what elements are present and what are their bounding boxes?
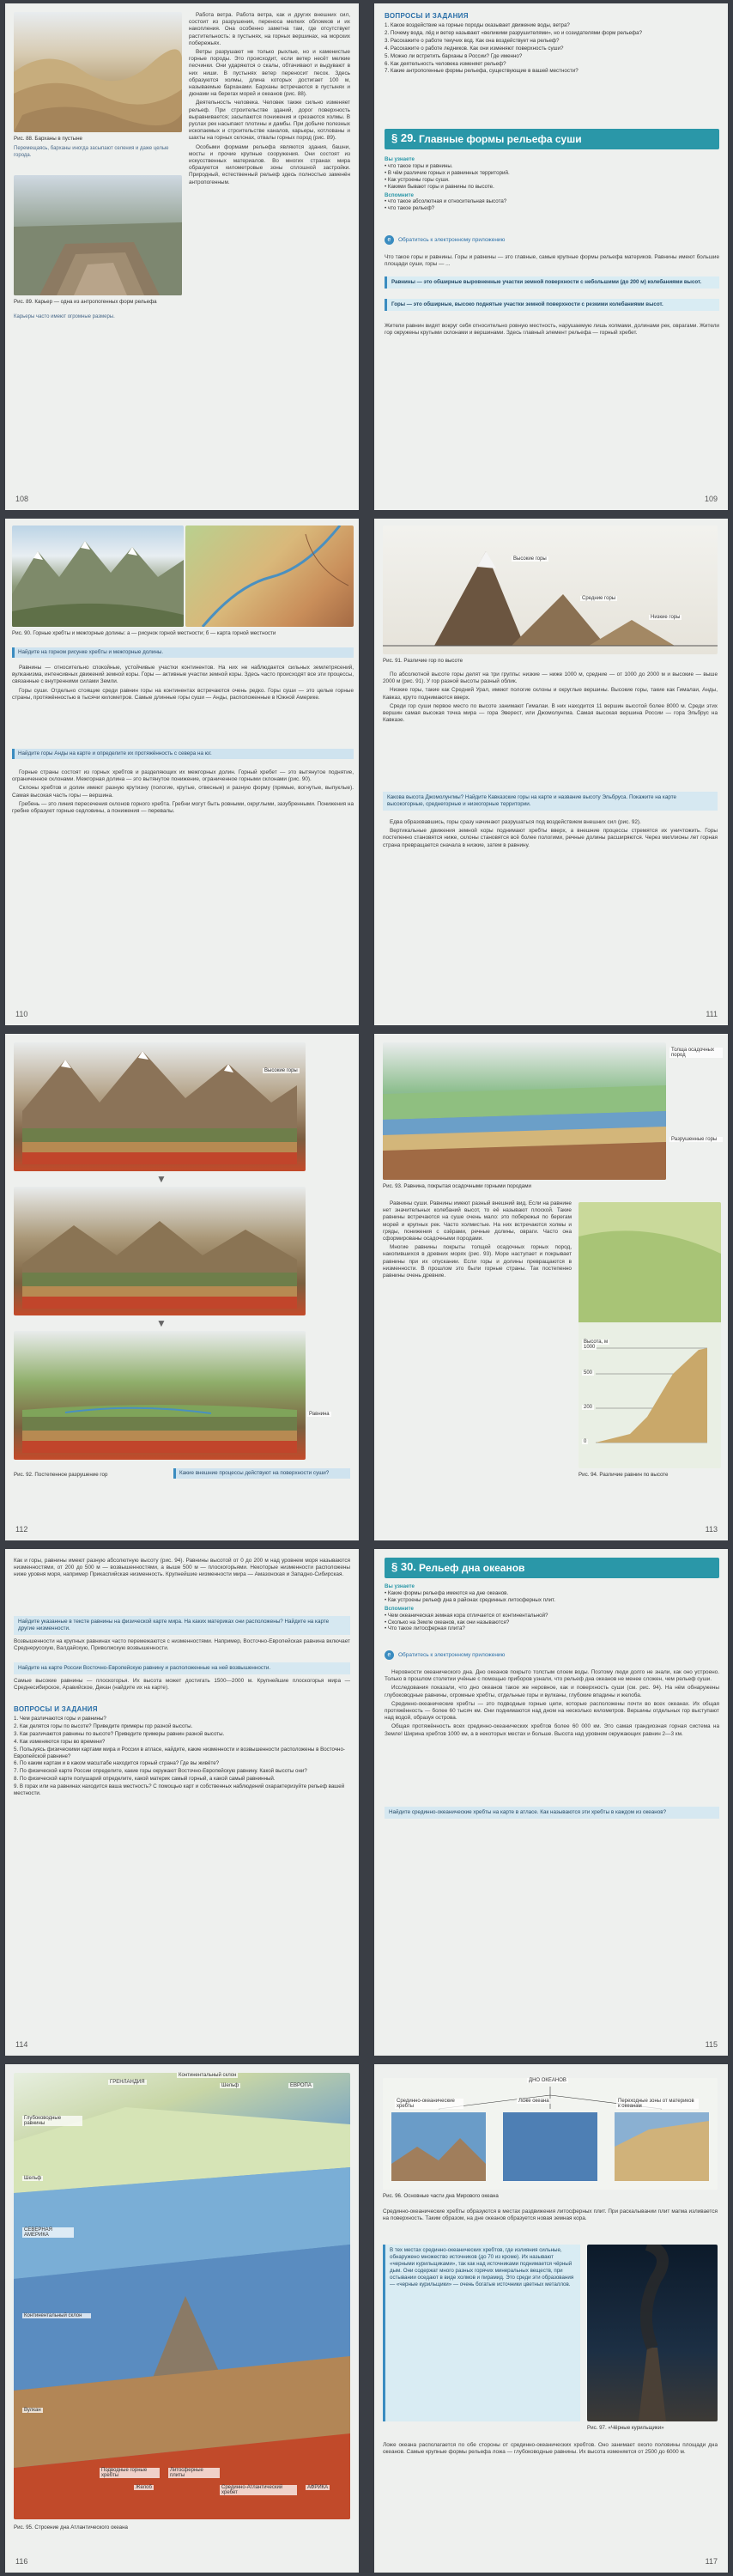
section-number: § 29.: [391, 131, 416, 144]
question-item: 2. Как делятся горы по высоте? Приведите примеры гор разной высоты.: [14, 1722, 193, 1729]
page-108: [5, 3, 359, 510]
fig-97-caption: Рис. 97. «Чёрные курильщики»: [587, 2425, 664, 2431]
remember-item: • что такое рельеф?: [385, 205, 435, 212]
plain-heights-illustration: [579, 1202, 721, 1468]
paragraph: Деятельность человека. Человек также сильно изменяет рельеф. При строительстве зданий, дорог поверхность выравнивается; засыпаются понижения и срезаются холмы. В руслах рек насыпают плотины и дамбы. При добыче полезных ископаемых и строительстве каналов, карьеры, котлованы и шахты на горных склонах, отвалы горных пород (рис. 89).: [189, 100, 350, 142]
label-high-mountains: Высокие горы: [513, 556, 547, 562]
paragraph: Общая протяжённость всех срединно-океанических хребтов более 60 000 км. Это самая грандиозная горная система на Земле! Ширина хребтов 1000 км, а в некоторых местах и больше. Высота над уровнем окружающих равнин 2—3 км.: [385, 1723, 719, 1737]
remember-title: Вспомните: [385, 1605, 414, 1612]
paragraph: Низкие горы, такие как Средний Урал, имеют пологие склоны и округлые вершины. Высокие горы, такие как Гималаи, Анды, Кавказ, круто поднимаются вверх.: [383, 687, 718, 701]
tick-200: 200: [584, 1405, 593, 1410]
questions-title: ВОПРОСЫ И ЗАДАНИЯ: [14, 1705, 98, 1713]
fig-96-caption: Рис. 96. Основные части дна Мирового океана: [383, 2193, 499, 2199]
page-113: [374, 1034, 728, 1540]
learn-block: [385, 156, 719, 212]
mountains-illustration: [12, 526, 184, 627]
fig-90-map-b: [185, 526, 354, 627]
text-block: [383, 671, 718, 726]
paragraph: Горные страны состоят из горных хребтов и разделяющих их межгорных долин. Горный хребет — это вытянутое поднятие, ограниченное склонами. Межгорная долина — это вытянутое понижение, ограниченное горными склонами (рис. 90).: [12, 769, 354, 783]
paragraph: Гребень — это линия пересечения склонов горного хребта. Гребни могут быть ровными, округлыми, зазубренными. Понижения на гребне образуют горные седловины, а понижения — перевалы.: [12, 800, 354, 815]
question-item: 9. В горах или на равнинах находится ваша местность? С помощью карт и собственных наблюдений охарактеризуйте рельеф вашей местности.: [14, 1783, 345, 1797]
question-item: 7. По физической карте России определите, какие горы окружают Восточно-Европейскую равнину. Какой высоты они?: [14, 1768, 307, 1775]
fig-88-dunes: [14, 12, 182, 132]
fig-91-heights: [383, 526, 718, 654]
page-number: 111: [706, 1010, 718, 1018]
fig-89-caption: Рис. 89. Карьер — одна из антропогенных форм рельефа: [14, 299, 157, 305]
fig-95-caption: Рис. 95. Строение дна Атлантического океана: [14, 2524, 128, 2530]
text-block: [12, 769, 354, 817]
question-box: Какова высота Джомолунгмы? Найдите Кавказские горы на карте и название высоту Эльбруса. Покажите на карте высокогорные, среднегорные и низкогорные территории.: [383, 792, 718, 811]
questions-title: ВОПРОСЫ И ЗАДАНИЯ: [385, 12, 469, 20]
black-smokers-illustration: [587, 2245, 718, 2421]
paragraph: Срединно-океанические хребты образуются в местах раздвижения литосферных плит. При раскалывании плит магма изливается на поверхность. Таким образом, на дне океанов образуется новая земная кора.: [383, 2208, 718, 2222]
task-box: Найдите горы Анды на карте и определите их протяжённость с севера на юг.: [12, 749, 354, 759]
question-item: 5. Можно ли встретить барханы в России? Где именно?: [385, 52, 523, 59]
learn-item: • что такое горы и равнины.: [385, 162, 453, 169]
paragraph: Самые высокие равнины — плоскогорья. Их высота может достигать 1500—2000 м. Крупнейшие плоскогорья мира — Среднесибирское, Аравийское, Декан (найдите их на карте).: [14, 1678, 350, 1692]
remember-item: • Чем океаническая земная кора отличается от континентальной?: [385, 1612, 548, 1619]
fig-95-atlantic-floor: [14, 2073, 350, 2519]
paragraph: Работа ветра. Работа ветра, как и других внешних сил, состоит из разрушения, переноса мелких обломков и их накопления. Она особенно заметна там, где отсутствует растительность: в пустынях, на горных вершинах, на морских побережьях.: [189, 12, 350, 46]
section-title: Рельеф дна океанов: [419, 1562, 525, 1574]
learn-item: • В чём различие горных и равнинных территорий.: [385, 169, 510, 176]
question-item: 3. Расскажите о работе текучих вод. Как она воздействует на рельеф?: [385, 37, 560, 44]
ocean-floor-parts-illustration: [383, 2078, 718, 2190]
question-item: 1. Чем различаются горы и равнины?: [14, 1716, 106, 1722]
text-column: [189, 12, 350, 188]
question-item: 5. Пользуясь физическими картами мира и России в атласе, найдите, какие низменности и возвышенности расположены в Восточно-Европейской равнине?: [14, 1746, 345, 1759]
paragraph: Возвышенности на крупных равнинах часто перемежаются с низменностями. Например, Восточно-Европейская равнина включает Среднерусскую, Валдайскую, Приволжскую возвышенности.: [14, 1638, 350, 1652]
label-lithosphere-plates: Литосферные плиты: [168, 2468, 220, 2478]
learn-block: [385, 1583, 719, 1632]
question-box: Найдите указанные в тексте равнины на физической карте мира. На каких материках они расположены? Найдите на карте другие низменности.: [14, 1616, 350, 1635]
paragraph: Ветры разрушают не только рыхлые, но и каменистые горные породы. Это происходит, если ветер несёт мелкие песчинки. Они ударяются о скалы, обтачивают и выдувают в них ниши. В пустынях ветер переносит песок. Здесь образуются холмы, длина которых достигает 100 м, называемые барханами. Барханы встречаются в пустынях и дюнами на берегах морей и океанов (рис. 88).: [189, 49, 350, 98]
label-high-mountains: Высокие горы: [264, 1068, 298, 1073]
fig-88-subcaption: Перемещаясь, барханы иногда засыпают селения и даже целые города.: [14, 146, 169, 158]
page-number: 117: [705, 2557, 718, 2566]
intro-paragraph: Что такое горы и равнины. Горы и равнины — это главные, самые крупные формы рельефа материков. Равнины имеют большие площади суши, горы — ...: [385, 254, 719, 268]
e-app-icon: e: [385, 1650, 394, 1660]
label-low-mountains: Низкие горы: [651, 615, 681, 620]
page-114: [5, 1549, 359, 2056]
paragraph: Срединно-океанические хребты — это подводные горные цепи, которые расположены почти во всех океанах. Их общая протяжённость — более 60 тысяч км. Они поднимаются над дном на несколько километров. Вершины отдельных гор выступают над водой, образуя острова.: [385, 1700, 719, 1722]
dunes-illustration: [14, 12, 182, 132]
remember-item: • что такое абсолютная и относительная высота?: [385, 198, 507, 205]
page-number: 115: [705, 2040, 718, 2049]
fig-88-caption: Рис. 88. Барханы в пустыне: [14, 136, 82, 142]
plain-block: [14, 1331, 306, 1460]
remember-title: Вспомните: [385, 191, 414, 198]
label-transition-zones: Переходные зоны от материков к океанам: [616, 2099, 699, 2109]
fig-89-quarry: [14, 175, 182, 295]
tick-0: 0: [584, 1439, 587, 1444]
section-number: § 30.: [391, 1560, 416, 1573]
learn-title: Вы узнаете: [385, 156, 415, 162]
quarry-illustration: [14, 175, 182, 295]
learn-item: • Как устроены рельеф дна в районах срединных литосферных плит.: [385, 1596, 555, 1603]
remember-item: • Что такое литосферная плита?: [385, 1625, 465, 1632]
question-item: 8. По физической карте полушарий определите, какой материк самый горный, а какой самый равнинный.: [14, 1776, 276, 1783]
e-app-label: Обратитесь к электронному приложению: [398, 1652, 506, 1658]
fig-94-plain-heights: [579, 1202, 721, 1468]
page-110: [5, 519, 359, 1025]
label-ocean-bottom: ДНО ОКЕАНОВ: [529, 2078, 566, 2083]
relief-map-illustration: [185, 526, 354, 627]
fig-96-ocean-parts: [383, 2078, 718, 2190]
section-title: Главные формы рельефа суши: [419, 133, 582, 145]
question-item: 6. Как деятельность человека изменяет рельеф?: [385, 60, 506, 67]
paragraph: Среди гор суши первое место по высоте занимают Гималаи. В них находится 11 вершин высотой более 8000 м. Среди этих вершин самая высокая точка мира — гора Эверест, или Джомолунгма. Самая высокая вершина России — гора Эльбрус на Кавказе.: [383, 702, 718, 724]
label-volcano: Вулкан: [24, 2408, 41, 2413]
text-block: [385, 1669, 719, 1740]
fig-92-stage-1: [14, 1042, 306, 1171]
label-mid-atlantic-ridge: Срединно-Атлантический хребет: [220, 2485, 297, 2495]
definition-mountains: Горы — это обширные, высоко поднятые участки земной поверхности с резкими колебаниями высот.: [385, 299, 719, 311]
section-header: [385, 129, 719, 149]
label-greenland: ГРЕНЛАНДИЯ: [110, 2080, 145, 2085]
question-item: 2. Почему вода, лёд и ветер называют «великими разрушителями», но и созидателями форм рельефа?: [385, 29, 643, 36]
question-box: Найдите на карте России Восточно-Европейскую равнину и расположенные на ней возвышенности.: [14, 1662, 350, 1674]
high-mountains-block: [14, 1042, 306, 1171]
remember-item: • Сколько на Земле океанов, как они называются?: [385, 1619, 510, 1625]
fig-92-stage-3: [14, 1331, 306, 1460]
sediment-layers-illustration: [383, 1042, 666, 1180]
tick-500: 500: [584, 1370, 593, 1376]
question-item: 4. Расскажите о работе ледников. Как они изменяют поверхность суши?: [385, 45, 564, 52]
questions-list: [14, 1716, 350, 1798]
e-app-icon: e: [385, 235, 394, 245]
e-app-link[interactable]: [385, 1650, 505, 1660]
paragraph: Равнины суши. Равнины имеют разный внешний вид. Если на равнине нет значительных колебаний высот, то её называют плоской. Такие равнины встречаются на суше очень мало: это побережья по берегам морей и крупных рек. Часто холмистые. На них встречаются холмы и гряды, понижения с озёрами, речные долины, овраги. Часто она сформированы осадочными породами.: [383, 1200, 572, 1242]
paragraph: Горы суши. Отдельно стоящие среди равнин горы на континентах встречаются очень редко. Горы суши — это целые горные страны, протяжённостью в тысячи километров. Самые длинные горы суши — Анды, расположенные в Южной Америке.: [12, 687, 354, 701]
e-app-label: Обратитесь к электронному приложению: [398, 237, 506, 243]
label-trench: Желоб: [136, 2485, 152, 2490]
question-box: Найдите срединно-океанические хребты на карте в атласе. Как называются эти хребты в каждом из океанов?: [385, 1807, 719, 1819]
label-underwater-ridges: Подводные горные хребты: [100, 2468, 160, 2478]
paragraph: Вертикальные движения земной коры поднимают хребты вверх, а внешние процессы стремятся их уничтожить. Горы постепенно становятся ниже, склоны становятся всё более пологими, речные долины расширяются. Через миллионы лет горная страна превращается сначала в низкие, затем в равнину.: [383, 828, 718, 848]
eroded-mountains-block: [14, 1187, 306, 1315]
text-block: [383, 1200, 572, 1281]
arrow-down-icon: ▼: [156, 1173, 167, 1185]
learn-title: Вы узнаете: [385, 1583, 415, 1589]
section-header: [385, 1558, 719, 1578]
tick-1000: 1000: [584, 1345, 596, 1350]
page-109: [374, 3, 728, 510]
question-item: 6. По каким картам и в каком масштабе находится горный страна? Где вы живёте?: [14, 1760, 220, 1767]
label-africa: АФРИКА: [307, 2485, 329, 2490]
label-continental-slope-2: Континентальный склон: [22, 2313, 91, 2318]
mountain-heights-illustration: [383, 526, 718, 654]
questions-list: [385, 22, 719, 76]
label-mid-ocean-ridges: Срединно-океанические хребты: [395, 2099, 463, 2109]
learn-item: • Какими бывают горы и равнины по высоте.: [385, 183, 494, 190]
fig-92-caption: Рис. 92. Постепенное разрушение гор: [14, 1472, 108, 1478]
page-115: [374, 1549, 728, 2056]
label-mid-mountains: Средние горы: [582, 596, 616, 601]
info-box: В тех местах срединно-океанических хребтов, где излияния сильные, обнаружено множество источников (до 70 из кроме). Их называют «черными курильщиками», так как над источниками поднимается чёрный дым. Они содержат много разных горячих минеральных веществ, при остывании оседают в виде холмов и пирамид. Это среди эти образования — «черные курильщики» — очень богатые источники цветных металлов.: [383, 2245, 580, 2421]
page-number: 116: [15, 2557, 28, 2566]
fig-92-stage-2: [14, 1187, 306, 1315]
e-app-link[interactable]: [385, 235, 505, 245]
fig-93-plain-sediment: [383, 1042, 666, 1180]
page-number: 109: [704, 495, 718, 503]
ocean-floor-illustration: [14, 2073, 350, 2519]
question-item: 4. Как изменяются горы во времени?: [14, 1738, 106, 1745]
learn-item: • Какие формы рельефа имеются на дне океанов.: [385, 1589, 509, 1596]
paragraph: Едва образовавшись, горы сразу начинают разрушаться под воздействием внешних сил (рис. 92).: [390, 819, 641, 825]
fig-89-subcaption: Карьеры часто имеют огромные размеры.: [14, 314, 115, 319]
question-item: 1. Какое воздействие на горные породы оказывает движение воды, ветра?: [385, 22, 570, 28]
paragraph: Особыми формами рельефа являются здания, башни, мосты и прочие крупные сооружения. Они состоят из искусственных материалов. Во многих странах мира образуются километровые зоны сплошной застройки. Природный, естественный рельеф здесь полностью заменён антропогенным.: [189, 143, 350, 185]
page-number: 108: [15, 495, 29, 503]
fig-90-mountains-a: [12, 526, 184, 627]
label-continental-slope: Континентальный склон: [179, 2073, 237, 2078]
question-item: 3. Как различаются равнины по высоте? Приведите примеры равнин разной высоты.: [14, 1730, 225, 1737]
page-112: [5, 1034, 359, 1540]
page-117: [374, 2064, 728, 2573]
label-north-america: СЕВЕРНАЯ АМЕРИКА: [22, 2227, 74, 2238]
task-box: Найдите на горном рисунке хребты и межгорные долины.: [12, 647, 354, 658]
task-box: Какие внешние процессы действуют на поверхности суши?: [173, 1468, 350, 1479]
label-sediment-layer: Толща осадочных пород: [669, 1048, 723, 1058]
fig-93-caption: Рис. 93. Равнина, покрытая осадочными горными породами: [383, 1183, 531, 1189]
page-number: 110: [15, 1010, 28, 1018]
fig-90-caption: Рис. 90. Горные хребты и межгорные долины: а — рисунок горной местности; б — карта горной местности: [12, 630, 276, 636]
question-item: 7. Какие антропогенные формы рельефа, существующие в вашей местности?: [385, 68, 579, 75]
label-shelf-2: Шельф: [24, 2176, 42, 2181]
fig-91-caption: Рис. 91. Различие гор по высоте: [383, 658, 463, 664]
paragraph: Равнины — относительно спокойные, устойчивые участки континентов. На них не наблюдается сильных землетрясений, вулканизма, интенсивных движений земной коры. Горы — активные участки земной коры. Здесь часто происходят все эти процессы, связанные с внутренними силами Земли.: [12, 665, 354, 685]
axis-height-label: Высота, м: [584, 1340, 609, 1345]
arrow-down-icon: ▼: [156, 1317, 167, 1329]
paragraph: Жители равнин видят вокруг себя относительно ровную местность, нарушаемую лишь холмами, долинами рек, оврагами. Жители гор окружены крутыми склонами и вершинами. Здесь главный элемент рельефа — горный хребет.: [385, 323, 719, 337]
page-116: [5, 2064, 359, 2573]
label-shelf: Шельф: [221, 2083, 239, 2088]
text-block: [12, 665, 354, 703]
paragraph: Склоны хребтов и долин имеют разную крутизну (пологие, крутые, отвесные) и разную форму (прямые, вогнутые, выпуклые). Самая высокая часть горы — вершина.: [12, 785, 354, 799]
fig-97-black-smokers: [587, 2245, 718, 2421]
paragraph: По абсолютной высоте горы делят на три группы: низкие — ниже 1000 м, средние — от 1000 до 2000 м и высокие — выше 2000 м (рис. 91). У гор разной высоты разный облик.: [383, 671, 718, 685]
paragraph: Исследования показали, что дно океанов такое же неровное, как и поверхность суши (см. рис. 94). На нём обнаружены глубоководные равнины, огромные хребты, отдельные горы и вулканы, глубокие впадины и желоба.: [385, 1685, 719, 1698]
learn-item: • Как устроены горы суши.: [385, 176, 450, 183]
definition-plains: Равнины — это обширные выровненные участки земной поверхности с небольшими (до 200 м) колебаниями высот.: [385, 276, 719, 289]
label-plain: Равнина: [309, 1412, 330, 1417]
label-deep-plains: Глубоководные равнины: [22, 2116, 82, 2126]
label-europe: ЕВРОПА: [290, 2083, 312, 2088]
label-ocean-bed: Ложе океана: [518, 2099, 549, 2104]
text-block: [383, 819, 718, 851]
paragraph: Неровности океанического дна. Дно океанов покрыто толстым слоем воды. Поэтому люди долго не знали, как оно устроено. Только в прошлом столетии учёные с помощью приборов узнали, что рельеф дна океанов не менее сложен, чем рельеф суши.: [385, 1669, 719, 1683]
paragraph: Ложе океана располагается по обе стороны от срединно-океанических хребтов. Оно занимает около половины площади дна океанов. Самые крупные формы рельефа ложа — глубоководные равнины. Их высота изменяется от 2500 до 6000 м.: [383, 2442, 718, 2456]
paragraph: Как и горы, равнины имеют разную абсолютную высоту (рис. 94). Равнины высотой от 0 до 200 м над уровнем моря называются низменностями, от 200 до 500 м — возвышенностями, а выше 500 м — плоскогорьями. Некоторые низменности расположены ниже уровня моря, например Прикаспийская низменность. Крупнейшие низменности мира — Амазонская и Западно-Сибирская.: [14, 1558, 350, 1578]
label-ruined-mountains: Разрушенные горы: [669, 1137, 723, 1142]
fig-94-caption: Рис. 94. Различие равнин по высоте: [579, 1472, 669, 1478]
page-number: 112: [15, 1525, 28, 1534]
paragraph: Многие равнины покрыты толщей осадочных горных пород, накопившихся в древних морях (рис. 93). Море наступает и покрывает равнины при их опускании. Если горы и долины превращаются в низменности. В прошлом это были горные страны. Так постепенно равнины очень древние.: [383, 1244, 572, 1279]
page-111: [374, 519, 728, 1025]
page-number: 114: [15, 2040, 28, 2049]
page-number: 113: [705, 1525, 718, 1534]
